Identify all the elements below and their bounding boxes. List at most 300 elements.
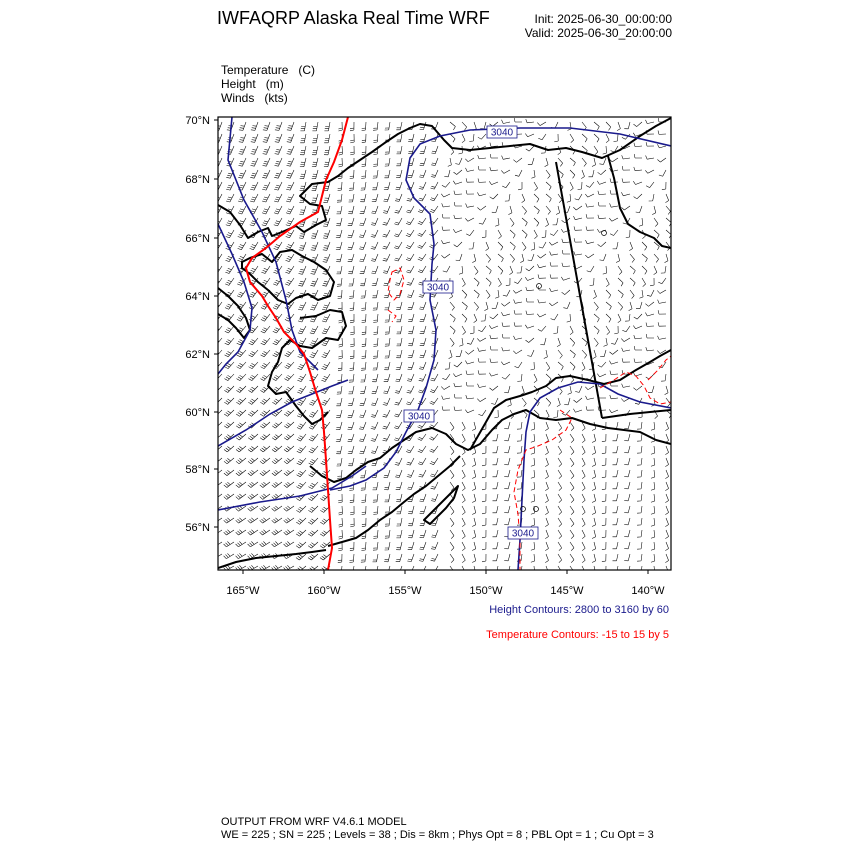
wind-barb bbox=[624, 518, 630, 525]
wind-barb bbox=[472, 554, 476, 563]
wind-barb bbox=[545, 458, 548, 467]
wind-barb bbox=[395, 458, 402, 465]
wind-barb bbox=[498, 266, 503, 274]
wind-barb bbox=[493, 554, 499, 561]
wind-barb bbox=[339, 518, 343, 527]
wind-barb bbox=[373, 362, 378, 370]
wind-barb bbox=[441, 254, 450, 258]
wind-barb bbox=[658, 131, 666, 135]
wind-barb bbox=[212, 553, 222, 558]
wind-barb bbox=[300, 182, 306, 191]
lon-label: 150°W bbox=[469, 585, 503, 597]
wind-barb bbox=[648, 386, 654, 393]
wind-barb bbox=[453, 181, 462, 184]
wind-barb bbox=[609, 409, 618, 412]
wind-barb bbox=[224, 553, 234, 558]
wind-barb bbox=[286, 206, 294, 214]
wind-barb bbox=[371, 398, 378, 406]
wind-barb bbox=[260, 530, 270, 535]
wind-barb bbox=[521, 386, 525, 395]
wind-barb bbox=[469, 242, 474, 249]
wind-barb bbox=[665, 422, 668, 431]
wind-barb bbox=[238, 206, 246, 214]
wind-barb bbox=[372, 290, 378, 298]
wind-barb bbox=[420, 326, 426, 334]
wind-barb bbox=[624, 434, 630, 441]
wind-barb bbox=[407, 278, 414, 285]
model-info: OUTPUT FROM WRF V4.6.1 MODEL bbox=[221, 816, 407, 828]
wind-barb bbox=[582, 542, 585, 551]
wind-barb bbox=[456, 254, 462, 261]
wind-barb bbox=[371, 422, 378, 429]
wind-barb bbox=[361, 290, 366, 298]
wind-barb bbox=[360, 206, 366, 214]
wind-barb bbox=[531, 470, 535, 478]
wind-barb bbox=[339, 530, 343, 539]
wind-barb bbox=[545, 482, 548, 491]
wind-barb bbox=[545, 530, 548, 539]
wind-barb bbox=[465, 218, 474, 221]
wind-barb bbox=[362, 314, 366, 323]
wind-barb bbox=[337, 266, 343, 274]
wind-barb bbox=[385, 326, 390, 334]
contour-label bbox=[508, 527, 538, 540]
wind-barb bbox=[592, 518, 596, 527]
wind-barb bbox=[420, 158, 426, 166]
wind-barb bbox=[236, 446, 246, 452]
wind-barb bbox=[517, 266, 522, 273]
wind-barb bbox=[462, 554, 465, 563]
wind-barb bbox=[478, 348, 486, 352]
wind-barb bbox=[618, 314, 621, 323]
wind-barb bbox=[493, 494, 499, 501]
wind-barb bbox=[564, 398, 570, 405]
wind-barb bbox=[603, 146, 607, 154]
wind-barb bbox=[642, 266, 647, 274]
wind-barb bbox=[273, 302, 282, 309]
wind-barb bbox=[213, 362, 222, 369]
wind-barb bbox=[248, 506, 258, 511]
wind-barb bbox=[624, 470, 630, 477]
wind-barb bbox=[406, 218, 414, 225]
wind-barb bbox=[263, 146, 270, 154]
wind-barb bbox=[493, 446, 499, 453]
wind-barb bbox=[262, 194, 270, 202]
wind-barb bbox=[489, 373, 498, 376]
wind-barb bbox=[420, 338, 426, 346]
wind-barb bbox=[651, 422, 655, 430]
wind-barb bbox=[651, 458, 655, 466]
wind-barb bbox=[472, 422, 476, 431]
wind-barb bbox=[337, 194, 342, 202]
wind-barb bbox=[654, 230, 659, 238]
wind-barb bbox=[534, 206, 539, 214]
wind-barb bbox=[224, 542, 234, 547]
wind-barb bbox=[600, 350, 606, 357]
wind-barb bbox=[570, 470, 574, 479]
wind-barb bbox=[225, 266, 234, 274]
valid-time: Valid: 2025-06-30_20:00:00 bbox=[524, 26, 672, 40]
wind-barb bbox=[545, 494, 548, 503]
wind-barb bbox=[394, 410, 402, 417]
wind-barb bbox=[454, 191, 462, 195]
wind-barb bbox=[554, 134, 558, 142]
wind-barb bbox=[338, 494, 342, 503]
wind-barb bbox=[308, 506, 318, 512]
wind-barb bbox=[225, 350, 234, 357]
wind-barb bbox=[592, 506, 596, 515]
wind-barb bbox=[213, 374, 223, 381]
wind-barb bbox=[308, 530, 318, 536]
wind-barb bbox=[657, 290, 666, 294]
wind-barb bbox=[645, 313, 654, 317]
wind-barb bbox=[407, 386, 414, 393]
wind-barb bbox=[634, 154, 642, 158]
wind-barb bbox=[504, 554, 510, 561]
wind-barb bbox=[394, 218, 402, 225]
wind-barb bbox=[465, 158, 474, 162]
wind-barb bbox=[348, 386, 354, 394]
wind-barb bbox=[226, 194, 234, 202]
wind-barb bbox=[585, 194, 594, 197]
wind-barb bbox=[236, 398, 246, 404]
wind-barb bbox=[394, 242, 402, 249]
wind-barb bbox=[383, 194, 390, 202]
wind-barb bbox=[486, 266, 491, 274]
wind-barb bbox=[442, 227, 450, 231]
wind-barb bbox=[626, 230, 630, 238]
wind-barb bbox=[472, 494, 476, 503]
wind-barb bbox=[504, 482, 510, 489]
wind-barb bbox=[296, 554, 306, 560]
wind-barb bbox=[517, 434, 522, 441]
wind-barb bbox=[625, 314, 630, 321]
wind-barb bbox=[613, 518, 619, 525]
wind-barb bbox=[490, 359, 498, 363]
wind-barb bbox=[408, 530, 414, 538]
wind-barb bbox=[634, 122, 643, 127]
wind-barb bbox=[621, 338, 630, 342]
wind-barb bbox=[549, 242, 558, 245]
wind-barb bbox=[517, 422, 522, 429]
wind-barb bbox=[287, 146, 294, 154]
wind-barb bbox=[312, 170, 318, 179]
wind-barb bbox=[224, 398, 234, 404]
wind-barb bbox=[225, 374, 235, 381]
wind-barb bbox=[349, 554, 354, 563]
wind-barb bbox=[649, 194, 654, 201]
wind-barb bbox=[323, 254, 330, 262]
wind-barb bbox=[395, 194, 402, 201]
wind-barb bbox=[371, 434, 378, 441]
wind-barb bbox=[420, 350, 427, 358]
wind-barb bbox=[236, 422, 246, 428]
longitude-labels bbox=[226, 585, 665, 597]
wind-barb bbox=[348, 254, 354, 262]
wind-barb bbox=[603, 266, 607, 274]
wind-barb bbox=[383, 398, 390, 405]
wind-barb bbox=[384, 554, 390, 562]
wind-barb bbox=[517, 458, 522, 465]
wind-barb bbox=[248, 410, 258, 416]
wind-barb bbox=[546, 362, 550, 371]
wind-barb bbox=[637, 422, 642, 429]
height-contours-info: Height Contours: 2800 to 3160 by 60 bbox=[489, 604, 669, 616]
wind-barb bbox=[618, 278, 623, 286]
wind-barb bbox=[321, 398, 330, 405]
wind-barb bbox=[557, 338, 560, 347]
wind-barb bbox=[274, 194, 282, 202]
wind-barb bbox=[558, 446, 562, 455]
wind-barb bbox=[639, 290, 643, 298]
wind-barb bbox=[573, 206, 582, 210]
wind-barb bbox=[263, 122, 270, 130]
wind-barb bbox=[598, 394, 606, 398]
wind-barb bbox=[613, 434, 619, 441]
wind-barb bbox=[225, 278, 234, 285]
wind-barb bbox=[489, 325, 498, 328]
wind-barb bbox=[442, 396, 450, 400]
wind-barb bbox=[570, 350, 575, 358]
wind-barb bbox=[212, 434, 222, 440]
wind-barb bbox=[557, 398, 560, 407]
wind-barb bbox=[275, 146, 282, 154]
field-unit: (C) bbox=[298, 63, 316, 77]
wind-barb bbox=[479, 218, 486, 224]
wind-barb bbox=[558, 350, 562, 359]
wind-barb bbox=[310, 302, 318, 310]
wind-barb bbox=[431, 494, 438, 501]
wind-barbs bbox=[212, 118, 672, 575]
wind-barb bbox=[383, 266, 390, 273]
wind-barb bbox=[665, 386, 669, 395]
wind-barb bbox=[553, 218, 558, 225]
wind-barb bbox=[658, 336, 667, 340]
wind-barb bbox=[561, 277, 570, 280]
wind-barb bbox=[462, 314, 467, 322]
wind-barb bbox=[459, 338, 463, 346]
wind-barb bbox=[558, 506, 562, 515]
wind-barb bbox=[493, 530, 499, 537]
wind-barb bbox=[337, 374, 342, 383]
wind-barb bbox=[665, 530, 668, 539]
wind-barb bbox=[408, 518, 414, 526]
wind-barb bbox=[430, 194, 438, 201]
wind-barb bbox=[350, 338, 354, 347]
wind-barb bbox=[545, 470, 548, 479]
wind-barb bbox=[373, 314, 378, 322]
wind-barb bbox=[237, 362, 246, 369]
wind-barb bbox=[300, 122, 306, 131]
wind-barb bbox=[490, 154, 498, 158]
wind-barb bbox=[549, 302, 558, 306]
wind-barb bbox=[431, 482, 438, 489]
wind-barb bbox=[502, 323, 510, 327]
wind-barb bbox=[420, 506, 426, 514]
wind-barb bbox=[248, 518, 258, 523]
wind-barb bbox=[545, 506, 548, 515]
wind-barb bbox=[610, 350, 619, 354]
wind-barb bbox=[582, 482, 585, 491]
wind-barb bbox=[260, 470, 270, 476]
wind-barb bbox=[537, 254, 546, 258]
wind-barb bbox=[558, 518, 562, 527]
wind-barb bbox=[645, 302, 654, 306]
temperature-contours-info: Temperature Contours: -15 to 15 by 5 bbox=[486, 629, 669, 641]
wind-barb bbox=[248, 482, 258, 488]
wind-barb bbox=[482, 458, 486, 466]
wind-barb bbox=[324, 146, 330, 155]
wind-barb bbox=[472, 482, 476, 491]
wind-barb bbox=[546, 398, 551, 406]
wind-barb bbox=[406, 254, 414, 261]
wind-barb bbox=[419, 182, 426, 189]
wind-barb bbox=[272, 506, 282, 511]
wind-barb bbox=[384, 482, 390, 490]
wind-barb bbox=[454, 202, 462, 206]
wind-barb bbox=[592, 158, 596, 167]
wind-barb bbox=[599, 158, 606, 165]
wind-barb bbox=[633, 326, 642, 329]
wind-barb bbox=[637, 542, 642, 549]
wind-barb bbox=[504, 494, 510, 501]
wind-barb bbox=[286, 218, 294, 226]
wind-barb bbox=[225, 302, 234, 309]
lat-label: 70°N bbox=[185, 115, 210, 127]
wind-barb bbox=[462, 458, 465, 467]
wind-barb bbox=[622, 384, 630, 388]
wind-barb bbox=[665, 446, 668, 455]
wind-barb bbox=[459, 266, 463, 274]
plot-title: IWFAQRP Alaska Real Time WRF bbox=[217, 8, 490, 28]
wind-barb bbox=[322, 278, 330, 286]
wind-barb bbox=[322, 302, 330, 310]
wind-barb bbox=[224, 494, 234, 499]
wind-barb bbox=[606, 290, 611, 298]
wind-barb bbox=[248, 530, 258, 535]
wind-barb bbox=[472, 254, 476, 263]
wind-barb bbox=[384, 182, 390, 190]
wind-barb bbox=[407, 290, 414, 298]
contour-label-text: 3040 bbox=[426, 282, 450, 294]
wind-barb bbox=[634, 335, 642, 339]
alaska-north-border bbox=[608, 156, 671, 248]
wind-barb bbox=[339, 314, 343, 323]
wind-barb bbox=[350, 362, 355, 371]
wind-barb bbox=[236, 470, 246, 476]
wind-barb bbox=[361, 554, 366, 562]
wind-barb bbox=[297, 458, 306, 465]
wind-barb bbox=[495, 290, 499, 298]
wind-barb bbox=[582, 530, 585, 539]
wind-barb bbox=[408, 350, 414, 358]
wind-barb bbox=[336, 422, 342, 430]
wind-barb bbox=[558, 422, 562, 431]
wind-barb bbox=[604, 338, 608, 346]
wind-barb bbox=[526, 119, 534, 123]
wind-barb bbox=[570, 170, 575, 178]
wind-barb bbox=[372, 182, 378, 190]
wind-barb bbox=[491, 398, 498, 404]
wind-barb bbox=[592, 554, 596, 563]
wind-barb bbox=[525, 277, 534, 280]
wind-barb bbox=[212, 422, 222, 428]
wind-barb bbox=[613, 494, 619, 501]
lat-label: 60°N bbox=[185, 407, 210, 419]
wind-barb bbox=[634, 194, 642, 199]
wind-barb bbox=[477, 206, 486, 210]
wind-barb bbox=[284, 470, 294, 476]
wind-barb bbox=[582, 422, 585, 431]
wind-barb bbox=[637, 530, 642, 537]
wind-barb bbox=[546, 194, 551, 202]
wind-barb bbox=[610, 371, 618, 375]
wind-barb bbox=[633, 181, 642, 184]
wind-barb bbox=[284, 542, 294, 547]
wind-barb bbox=[597, 181, 606, 185]
wind-barb bbox=[406, 446, 414, 453]
wind-barb bbox=[617, 122, 620, 131]
wind-barb bbox=[582, 470, 585, 479]
wind-barb bbox=[470, 326, 474, 334]
wind-barb bbox=[371, 242, 378, 249]
wind-barb bbox=[350, 170, 354, 179]
wind-barb bbox=[531, 362, 535, 370]
wind-barb bbox=[450, 326, 455, 334]
wind-barb bbox=[531, 482, 535, 490]
wind-barb bbox=[466, 395, 474, 399]
wind-barb bbox=[666, 206, 671, 215]
wind-barb bbox=[502, 374, 510, 379]
wind-barb bbox=[338, 182, 342, 191]
wind-barb bbox=[396, 362, 402, 370]
wind-barb bbox=[385, 542, 390, 550]
wind-barb bbox=[482, 230, 486, 238]
wind-barb bbox=[472, 530, 476, 539]
wind-barb bbox=[372, 194, 378, 202]
wind-barb bbox=[606, 326, 610, 335]
wind-barb bbox=[586, 240, 595, 244]
wind-barb bbox=[385, 494, 391, 502]
wind-barb bbox=[212, 458, 222, 464]
wind-barb bbox=[630, 254, 635, 263]
wind-barb bbox=[613, 470, 619, 477]
wind-barb bbox=[550, 252, 558, 256]
wind-barb bbox=[508, 206, 512, 215]
wind-barb bbox=[568, 122, 572, 130]
wind-barb bbox=[531, 542, 535, 550]
wind-barb bbox=[224, 422, 234, 428]
wind-barb bbox=[498, 254, 503, 262]
wind-barb bbox=[522, 398, 526, 407]
wind-barb bbox=[284, 446, 294, 452]
lon-label: 160°W bbox=[307, 585, 341, 597]
wind-barb bbox=[490, 346, 498, 350]
wind-barb bbox=[362, 146, 366, 155]
wind-barb bbox=[522, 194, 525, 203]
wind-barb bbox=[310, 278, 318, 286]
wind-barb bbox=[465, 361, 474, 365]
wind-barb bbox=[637, 494, 642, 501]
wind-barb bbox=[556, 206, 560, 215]
wind-barb bbox=[309, 398, 318, 405]
init-time: Init: 2025-06-30_00:00:00 bbox=[534, 12, 672, 26]
lon-label: 155°W bbox=[388, 585, 422, 597]
wind-barb bbox=[348, 410, 354, 418]
wind-barb bbox=[224, 518, 234, 523]
wind-barb bbox=[567, 194, 571, 202]
wind-barb bbox=[430, 398, 438, 405]
